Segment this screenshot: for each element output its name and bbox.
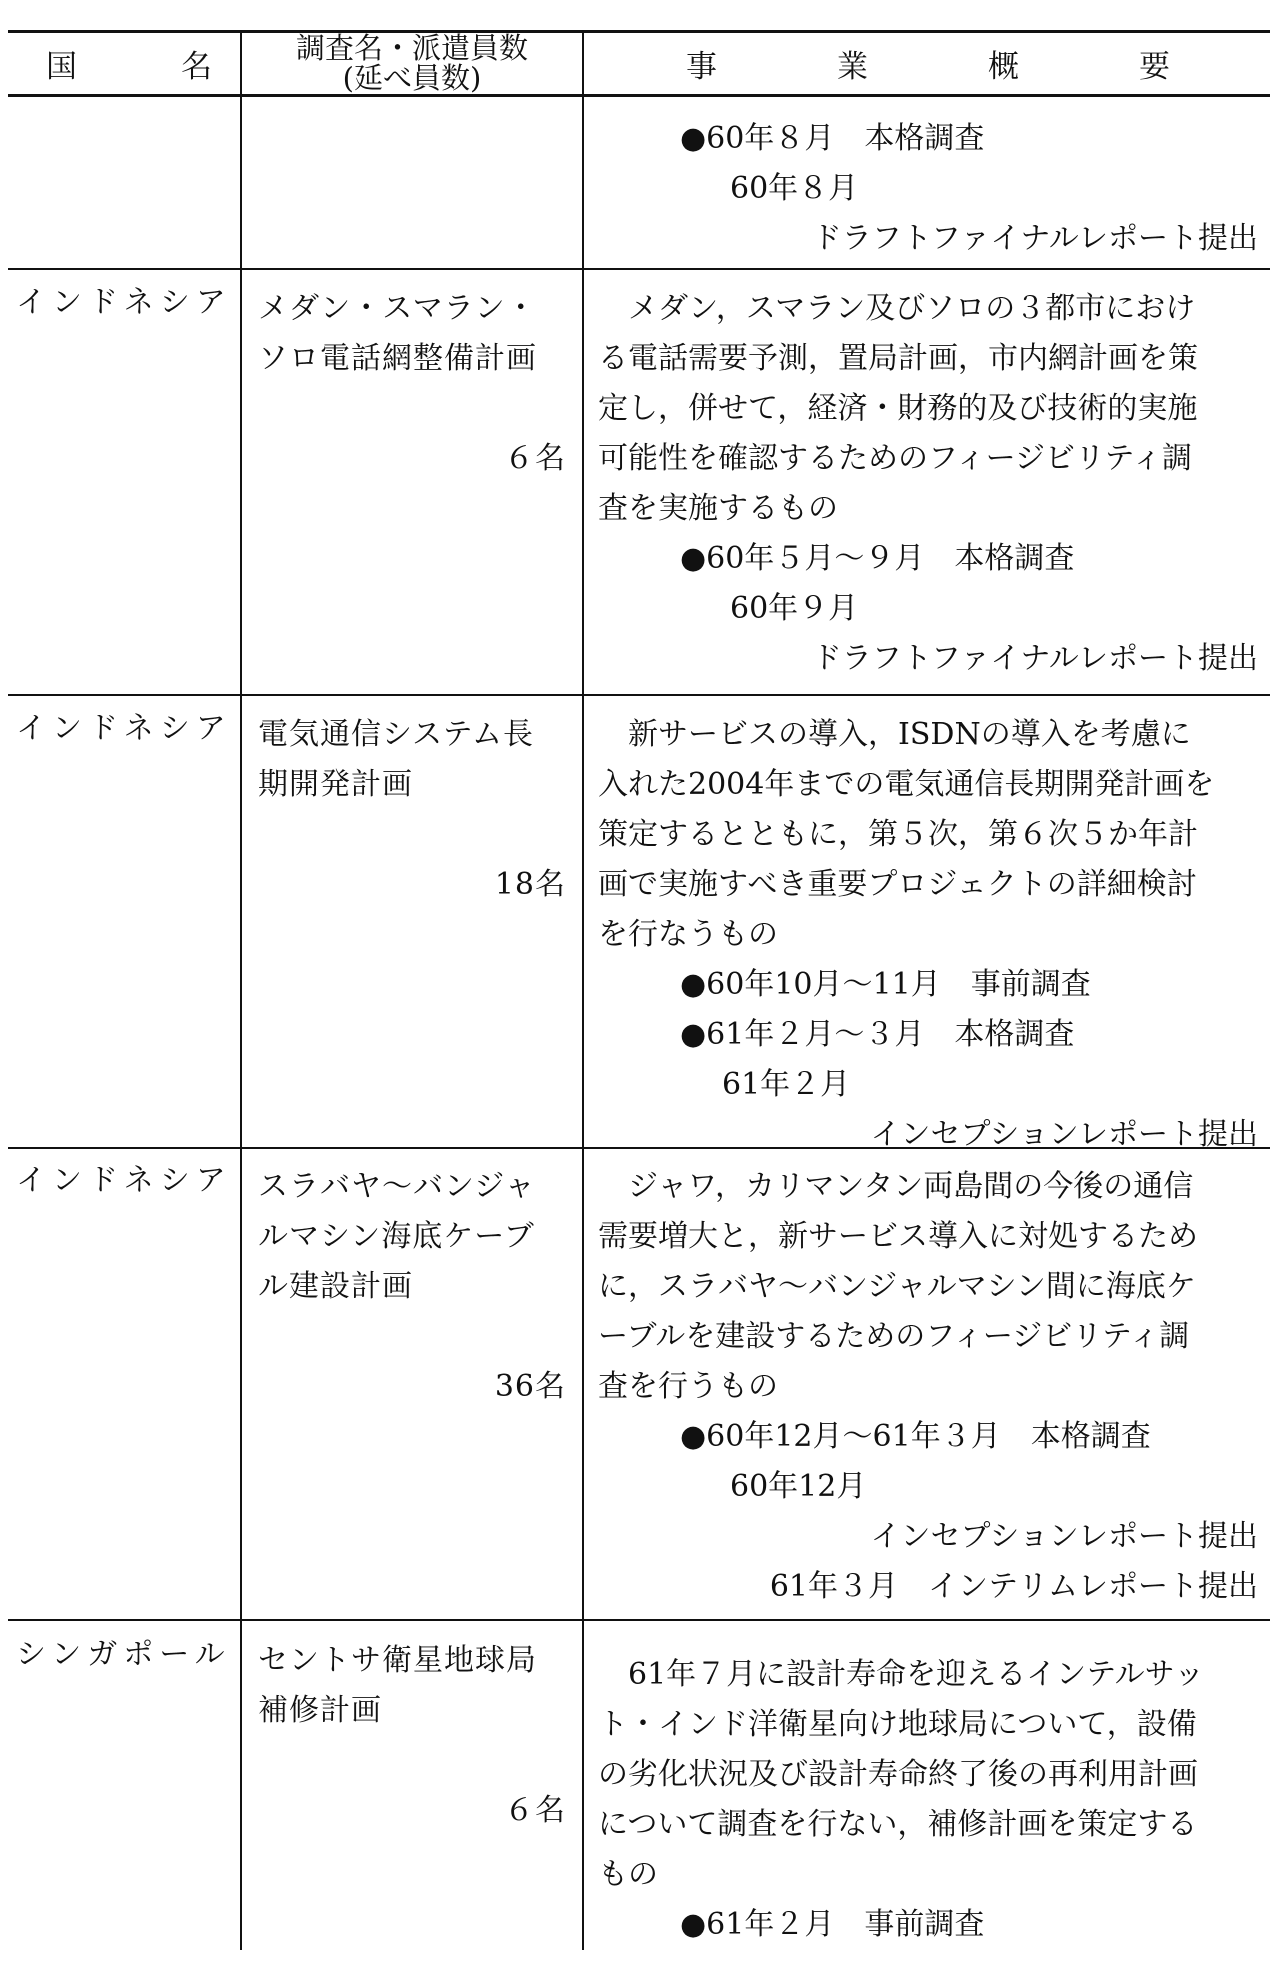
row-divider — [8, 1619, 1270, 1621]
header-survey — [242, 30, 582, 96]
summary-line: 入れた2004年までの電気通信長期開発計画を — [598, 767, 1215, 802]
survey-name-line: ソロ電話網整備計画 — [258, 341, 537, 376]
summary-line: ドラフトファイナルレポート提出 — [811, 221, 1258, 256]
summary-line: 60年９月 — [730, 591, 859, 626]
header-country — [8, 30, 240, 96]
header-summary — [586, 30, 1270, 96]
survey-cell — [258, 1636, 574, 1836]
summary-line: ●60年５月～９月 本格調査 — [680, 541, 1075, 576]
survey-cell — [258, 284, 574, 484]
summary-line: る電話需要予測，置局計画，市内網計画を策 — [598, 341, 1198, 376]
spacer — [258, 1736, 574, 1786]
summary-line: 需要増大と，新サービス導入に対処するため — [598, 1219, 1198, 1254]
summary-line: 61年２月 — [722, 1067, 851, 1102]
header-country-char: 国 — [46, 48, 77, 85]
summary-line: ーブルを建設するためのフィージビリティ調 — [598, 1319, 1190, 1354]
country-cell: インドネシア — [16, 711, 232, 746]
summary-line: インセプションレポート提出 — [870, 1117, 1258, 1152]
column-divider — [240, 30, 242, 1950]
summary-line: 61年７月に設計寿命を迎えるインテルサッ — [628, 1657, 1205, 1692]
row-divider — [8, 694, 1270, 696]
summary-line: メダン，スマラン及びソロの３都市におけ — [628, 291, 1196, 326]
summary-line: ●60年10月～11月 事前調査 — [680, 967, 1091, 1002]
header-summary-char: 業 — [837, 48, 868, 85]
summary-cell — [598, 1162, 1258, 1612]
staff-count: ６名 — [504, 1793, 566, 1828]
header-country-char: 名 — [181, 48, 212, 85]
survey-name-line: 補修計画 — [258, 1693, 382, 1728]
summary-line: ●61年２月～３月 本格調査 — [680, 1017, 1075, 1052]
survey-name-line: メダン・スマラン・ — [258, 291, 537, 326]
summary-line: ジャワ，カリマンタン両島間の今後の通信 — [628, 1169, 1194, 1204]
summary-cell — [598, 710, 1258, 1160]
spacer — [258, 1312, 574, 1362]
summary-line: 60年８月 — [730, 171, 859, 206]
summary-line: 61年３月 インテリムレポート提出 — [769, 1569, 1258, 1604]
survey-name-line: ルマシン海底ケーブ — [258, 1219, 535, 1254]
survey-cell — [258, 710, 574, 910]
survey-name-line: 電気通信システム長 — [258, 717, 534, 752]
summary-line: 査を実施するもの — [598, 491, 838, 526]
summary-line: 画で実施すべき重要プロジェクトの詳細検討 — [598, 867, 1197, 902]
summary-line: ト・インド洋衛星向け地球局について，設備 — [598, 1707, 1197, 1742]
summary-line: 査を行うもの — [598, 1369, 778, 1404]
staff-count: 36名 — [494, 1369, 566, 1404]
summary-line: に，スラバヤ～バンジャルマシン間に海底ケ — [598, 1269, 1196, 1304]
summary-line: の劣化状況及び設計寿命終了後の再利用計画 — [598, 1757, 1198, 1792]
summary-line: を行なうもの — [598, 917, 778, 952]
staff-count: 18名 — [494, 867, 566, 902]
summary-line: ●60年12月～61年３月 本格調査 — [680, 1419, 1151, 1454]
header-summary-char: 概 — [988, 48, 1019, 85]
summary-line: もの — [598, 1857, 658, 1892]
survey-name-line: セントサ衛星地球局 — [258, 1643, 537, 1678]
header-survey-line: 調査名・派遣員数 — [295, 31, 528, 65]
summary-line: ●60年８月 本格調査 — [680, 121, 985, 156]
row-divider — [8, 268, 1270, 270]
summary-line: について調査を行ない，補修計画を策定する — [598, 1807, 1198, 1842]
survey-cell — [258, 1162, 574, 1412]
header-survey-line: (延べ員数) — [342, 61, 482, 95]
summary-line: 可能性を確認するためのフィージビリティ調 — [598, 441, 1192, 476]
spacer — [258, 810, 574, 860]
header-summary-char: 事 — [686, 48, 717, 85]
summary-line: 新サービスの導入，ISDNの導入を考慮に — [628, 717, 1191, 752]
summary-cell — [598, 114, 1258, 264]
column-divider — [582, 30, 584, 1950]
survey-name-line: スラバヤ～バンジャ — [258, 1169, 536, 1204]
staff-count: ６名 — [504, 441, 566, 476]
summary-line: 策定するとともに，第５次，第６次５か年計 — [598, 817, 1198, 852]
spacer — [258, 384, 574, 434]
summary-line: インセプションレポート提出 — [870, 1519, 1258, 1554]
summary-cell — [598, 1650, 1258, 1950]
summary-line: ●61年２月 事前調査 — [680, 1907, 985, 1942]
survey-name-line: 期開発計画 — [258, 767, 413, 802]
country-cell: インドネシア — [16, 285, 232, 320]
summary-line: 60年12月 — [730, 1469, 867, 1504]
header-summary-char: 要 — [1139, 48, 1170, 85]
country-cell: シンガポール — [16, 1637, 231, 1672]
country-cell: インドネシア — [16, 1163, 232, 1198]
summary-cell — [598, 284, 1258, 684]
summary-line: ドラフトファイナルレポート提出 — [811, 641, 1258, 676]
summary-line: 定し，併せて，経済・財務的及び技術的実施 — [598, 391, 1198, 426]
survey-name-line: ル建設計画 — [258, 1269, 413, 1304]
